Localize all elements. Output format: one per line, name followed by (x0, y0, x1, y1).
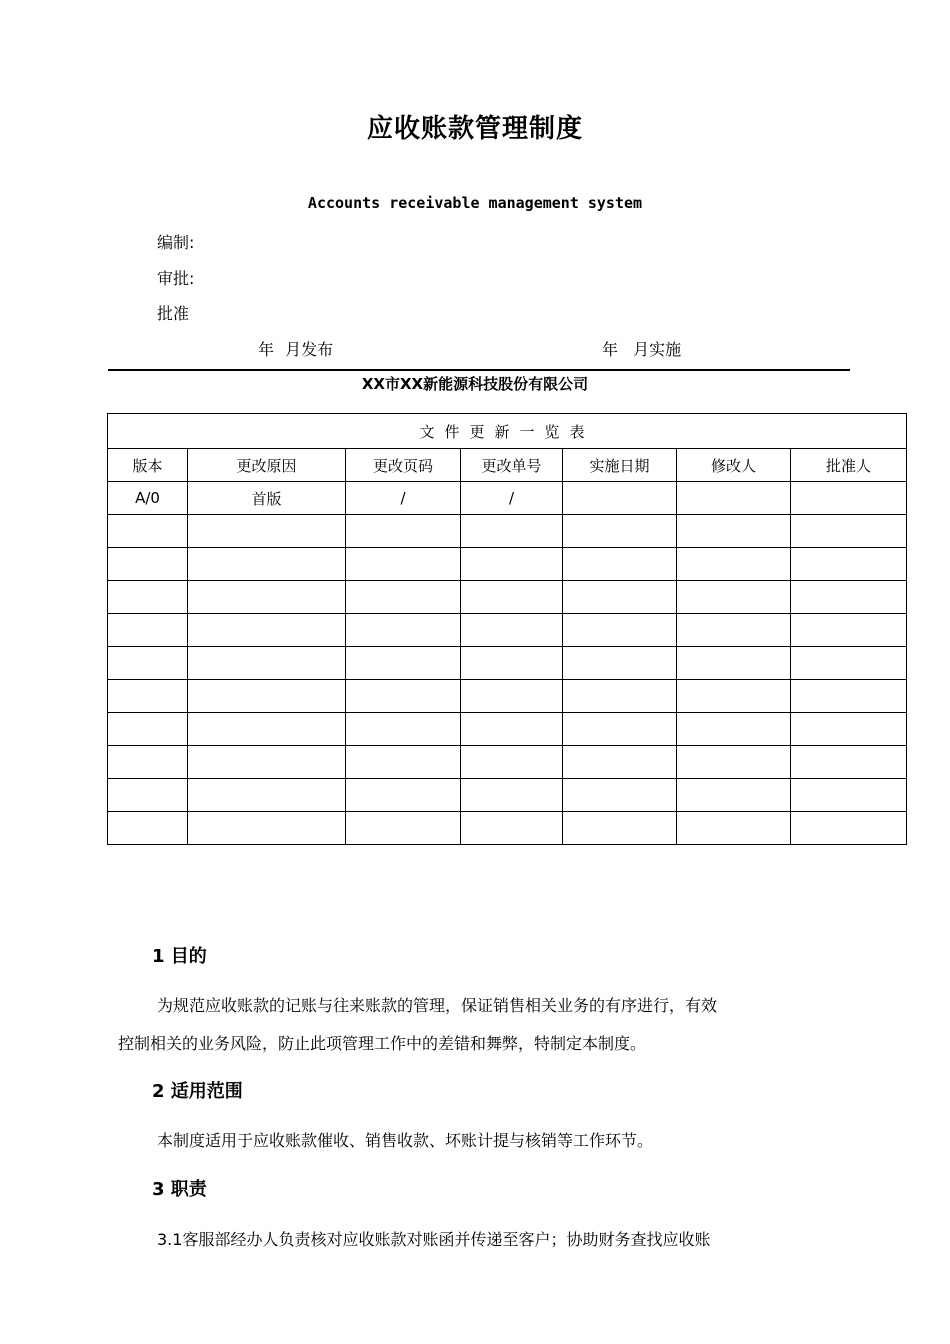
table-cell (563, 812, 677, 845)
table-row (108, 779, 907, 812)
table-cell (461, 614, 563, 647)
table-cell (677, 581, 791, 614)
table-cell (188, 581, 346, 614)
table-cell (188, 680, 346, 713)
implement-date-label: 年 月实施 (602, 340, 682, 359)
table-cell (461, 746, 563, 779)
table-row (108, 812, 907, 845)
table-cell: / (461, 482, 563, 515)
section-responsibilities-text: 3.1客服部经办人负责核对应收账款对账函并传递至客户；协助财务查找应收账 (157, 1230, 711, 1249)
table-cell (563, 548, 677, 581)
table-row (108, 482, 907, 515)
table-cell (677, 746, 791, 779)
table-cell (188, 647, 346, 680)
table-cell (108, 680, 188, 713)
table-row (108, 515, 907, 548)
table-cell (188, 713, 346, 746)
table-cell (791, 812, 907, 845)
table-cell (108, 581, 188, 614)
approved-by-label: 批准 (157, 304, 190, 323)
revision-table-header-row (108, 449, 907, 482)
column-header: 更改原因 (188, 449, 346, 482)
header-rule (108, 369, 850, 371)
table-cell (346, 647, 461, 680)
table-cell (188, 779, 346, 812)
revision-table (107, 413, 907, 845)
column-header: 实施日期 (563, 449, 677, 482)
table-cell (677, 548, 791, 581)
table-cell (791, 515, 907, 548)
table-row (108, 713, 907, 746)
table-cell (461, 548, 563, 581)
table-cell (188, 812, 346, 845)
table-cell (677, 647, 791, 680)
table-row (108, 581, 907, 614)
table-cell (791, 581, 907, 614)
table-cell (188, 515, 346, 548)
revision-table-caption: 文件更新一览表 (108, 414, 907, 449)
table-cell (346, 614, 461, 647)
table-row (108, 548, 907, 581)
table-cell (461, 581, 563, 614)
section-scope-text: 本制度适用于应收账款催收、销售收款、坏账计提与核销等工作环节。 (157, 1131, 654, 1150)
table-row (108, 614, 907, 647)
column-header: 更改单号 (461, 449, 563, 482)
table-cell (791, 680, 907, 713)
table-cell (563, 680, 677, 713)
table-cell (563, 746, 677, 779)
document-subtitle: Accounts receivable management system (307, 194, 643, 212)
table-cell (346, 779, 461, 812)
table-cell (791, 482, 907, 515)
table-row (108, 680, 907, 713)
table-cell (108, 647, 188, 680)
table-cell (563, 779, 677, 812)
table-cell (108, 779, 188, 812)
table-cell (108, 614, 188, 647)
table-cell (677, 482, 791, 515)
table-cell (346, 812, 461, 845)
document-title: 应收账款管理制度 (366, 114, 583, 144)
table-cell (346, 515, 461, 548)
table-cell (791, 548, 907, 581)
table-cell (791, 647, 907, 680)
table-cell (563, 713, 677, 746)
reviewed-by-label: 审批: (157, 269, 195, 288)
table-cell (461, 779, 563, 812)
table-cell (188, 746, 346, 779)
table-cell (791, 713, 907, 746)
table-cell (108, 713, 188, 746)
table-cell (791, 746, 907, 779)
publish-date-label: 年 月发布 (258, 340, 334, 359)
table-row (108, 647, 907, 680)
table-cell (461, 515, 563, 548)
revision-table-caption-row (108, 414, 907, 449)
table-cell (791, 779, 907, 812)
table-cell (677, 680, 791, 713)
table-cell: / (346, 482, 461, 515)
section-purpose-text-line2: 控制相关的业务风险，防止此项管理工作中的差错和舞弊，特制定本制度。 (118, 1034, 647, 1053)
table-cell (677, 614, 791, 647)
column-header: 修改人 (677, 449, 791, 482)
section-purpose-text-line1: 为规范应收账款的记账与往来账款的管理，保证销售相关业务的有序进行，有效 (157, 996, 718, 1015)
table-cell (346, 746, 461, 779)
table-cell (461, 680, 563, 713)
table-cell (563, 482, 677, 515)
table-cell (677, 515, 791, 548)
table-cell (188, 548, 346, 581)
column-header: 更改页码 (346, 449, 461, 482)
table-cell (791, 614, 907, 647)
compiled-by-label: 编制: (157, 233, 195, 252)
column-header: 版本 (108, 449, 188, 482)
section-heading-responsibilities: 3 职责 (152, 1179, 207, 1200)
table-cell (108, 746, 188, 779)
table-cell (677, 713, 791, 746)
table-cell (108, 812, 188, 845)
table-cell (563, 515, 677, 548)
table-cell (108, 548, 188, 581)
table-cell (677, 779, 791, 812)
table-cell (108, 515, 188, 548)
table-cell (563, 614, 677, 647)
table-cell (188, 614, 346, 647)
table-cell (346, 680, 461, 713)
table-cell (461, 647, 563, 680)
table-cell (563, 647, 677, 680)
table-row (108, 746, 907, 779)
table-cell (346, 713, 461, 746)
table-cell (461, 713, 563, 746)
table-cell (461, 812, 563, 845)
section-heading-purpose: 1 目的 (152, 946, 207, 967)
table-cell: 首版 (188, 482, 346, 515)
table-cell (563, 581, 677, 614)
table-cell (346, 548, 461, 581)
column-header: 批准人 (791, 449, 907, 482)
table-cell (346, 581, 461, 614)
table-cell (677, 812, 791, 845)
table-cell: A/0 (108, 482, 188, 515)
company-name: XX市XX新能源科技股份有限公司 (361, 375, 589, 393)
section-heading-scope: 2 适用范围 (152, 1081, 243, 1102)
